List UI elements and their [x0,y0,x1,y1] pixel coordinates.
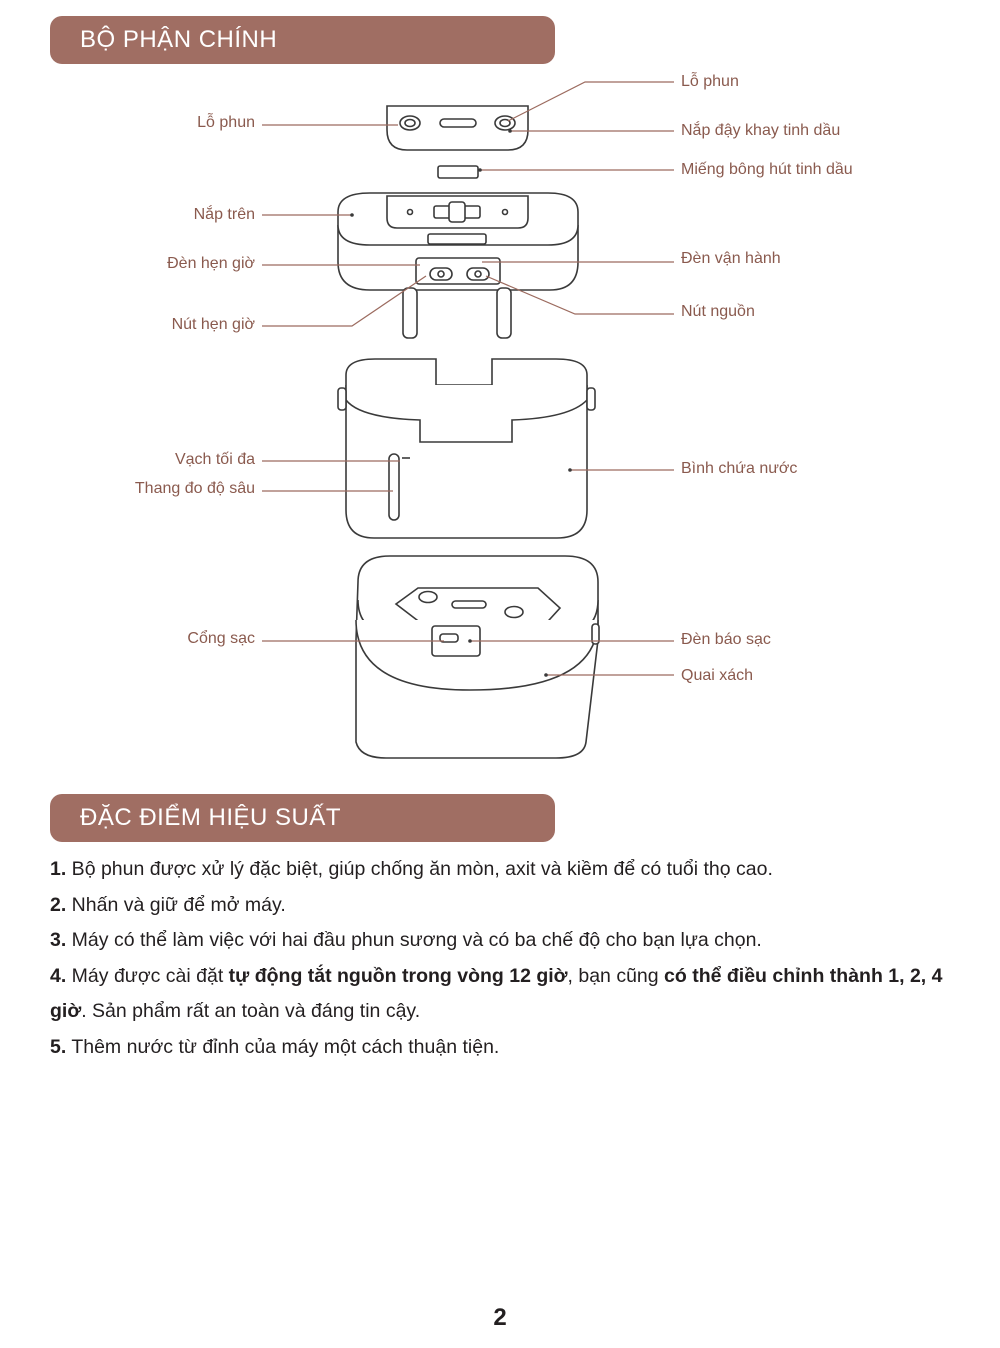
water-tank-drawing [338,359,595,538]
feature-item: 4. Máy được cài đặt tự động tắt nguồn trong vòng 12 giờ, bạn cũng có thể điều chỉnh thành 1, 2, 4 giờ. Sản phẩm rất an toàn và đáng tin cậy. [50,964,943,1022]
oil-sponge-drawing [438,166,478,178]
section-title-main-parts: BỘ PHẬN CHÍNH [50,16,555,64]
leader-spray-hole-right [508,82,674,121]
label-oil-tray-lid: Nắp đậy khay tinh dầu [681,122,841,139]
label-timer-light: Đèn hẹn giờ [167,255,255,272]
feature-item: 1. Bộ phun được xử lý đặc biệt, giúp chống ăn mòn, axit và kiềm để có tuổi thọ cao. [50,858,773,880]
page-number: 2 [493,1304,507,1331]
feature-item: 3. Máy có thể làm việc với hai đầu phun sương và có ba chế độ cho bạn lựa chọn. [50,929,762,951]
label-water-tank: Bình chứa nước [681,460,798,477]
label-handle: Quai xách [681,667,754,684]
label-charging-port: Cổng sạc [187,630,255,647]
label-depth-gauge: Thang đo độ sâu [134,480,255,497]
base-drawing [356,556,599,758]
label-max-line: Vạch tối đa [174,451,255,468]
label-charging-light: Đèn báo sạc [681,631,771,648]
label-power-button: Nút nguồn [681,303,755,320]
section-title-performance: ĐẶC ĐIỂM HIỆU SUẤT [50,794,555,842]
features-list [50,852,970,1065]
label-spray-hole-left: Lỗ phun [197,114,255,131]
label-operation-light: Đèn vận hành [681,250,781,267]
feature-item: 5. Thêm nước từ đỉnh của máy một cách thuận tiện. [50,1035,500,1058]
label-top-cover: Nắp trên [193,206,255,223]
label-oil-sponge: Miếng bông hút tinh dầu [681,161,853,178]
label-timer-button: Nút hẹn giờ [171,316,255,333]
feature-item: 2. Nhấn và giữ để mở máy. [50,893,286,916]
label-spray-hole-right: Lỗ phun [681,73,739,90]
oil-tray-lid-drawing [387,106,528,150]
